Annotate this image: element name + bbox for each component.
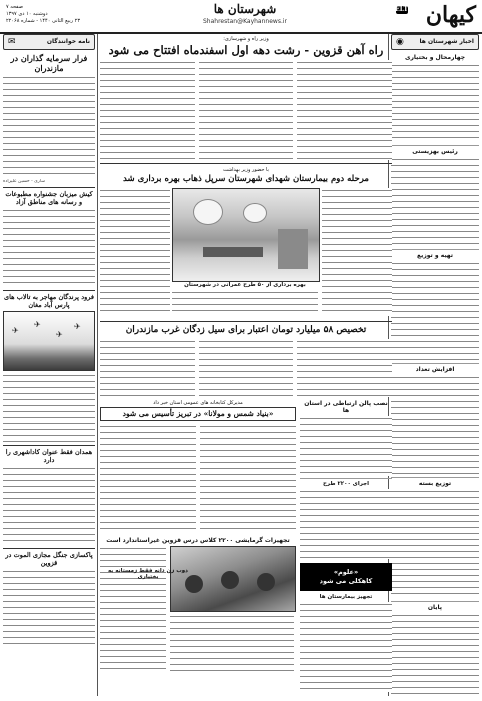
left-column bbox=[3, 34, 95, 697]
lead-headline: راه آهن قزوین - رشت دهه اول اسفندماه افتتاح می شود bbox=[108, 43, 384, 57]
left-text-3 bbox=[3, 373, 95, 443]
surgical-lamp-icon bbox=[193, 199, 223, 225]
mid-right-text-2 bbox=[300, 489, 392, 559]
lead-text-col-1 bbox=[100, 60, 195, 160]
left-headline-2: کیش میزبان جشنواره مطبوعات و رسانه های مناطق آزاد bbox=[5, 190, 93, 206]
right-text-6 bbox=[391, 613, 479, 697]
lead-text-col-3 bbox=[297, 60, 392, 160]
column-divider-left bbox=[97, 34, 98, 696]
left-headline-4: همدان فقط عنوان کاداشهری را دارد bbox=[5, 448, 93, 464]
birds-photo bbox=[3, 311, 95, 371]
tabriz-text-col-2 bbox=[200, 424, 296, 534]
meta-date: دوشنبه ۱۰ دی ۱۳۹۷ bbox=[6, 11, 48, 17]
letter-icon: ✉ bbox=[8, 37, 16, 47]
right-subhead-6: پایان bbox=[427, 604, 443, 611]
bird-icon: ✈ bbox=[74, 322, 81, 331]
right-column-header bbox=[391, 34, 479, 50]
mid-right-headline-1: نصب پالن ارتباطی در استان ها bbox=[304, 400, 388, 414]
right-subhead-2: رئیس بهزیستی bbox=[412, 148, 458, 155]
school-text-left bbox=[100, 546, 166, 674]
tabriz-text-col-1 bbox=[100, 424, 196, 534]
bird-icon: ✈ bbox=[12, 326, 19, 335]
school-headline: تجهیزات گرمایشی ۲۲۰۰ کلاس درس قزوین غیراستاندارد است bbox=[106, 537, 290, 544]
small-story-headline: بهره برداری از ۵۰ طرح عمرانی در شهرستان bbox=[184, 282, 306, 288]
site-address: Shahrestan@Kayhannews.ir bbox=[203, 18, 287, 25]
lead-kicker: وزیر راه و شهرسازی: bbox=[223, 36, 269, 42]
alamo-line-1: «علوم» bbox=[333, 568, 359, 576]
globe-icon: ◉ bbox=[396, 37, 404, 47]
left-headline-3: فرود پرندگان مهاجر به تالاب های پارس آباد مغان bbox=[4, 293, 94, 309]
left-byline: ساری - حسین علیزاده bbox=[3, 179, 45, 184]
page-title: شهرستان ها bbox=[213, 2, 277, 16]
lead-text-col-2 bbox=[199, 60, 294, 160]
hospital-kicker: با حضور وزیر بهداشت bbox=[223, 167, 269, 173]
right-subhead-5: توزیع بسته bbox=[418, 480, 452, 487]
operating-table-icon bbox=[203, 247, 263, 257]
tabriz-kicker: مدیرکل کتابخانه های عمومی استان خبر داد bbox=[153, 400, 243, 406]
left-column-header bbox=[3, 34, 95, 50]
surgical-lamp-icon bbox=[243, 203, 267, 223]
right-text-3 bbox=[391, 261, 479, 361]
logo-text: کیهان bbox=[425, 2, 476, 28]
hospital-photo bbox=[172, 188, 320, 282]
hospital-text-right bbox=[322, 188, 392, 316]
right-text-1 bbox=[391, 63, 479, 143]
small-story-text bbox=[172, 290, 318, 312]
student-icon bbox=[221, 571, 239, 589]
logo-badge: ELT bbox=[395, 6, 408, 13]
right-column bbox=[391, 34, 479, 697]
student-icon bbox=[257, 573, 275, 591]
newspaper-logo bbox=[395, 2, 476, 28]
right-text-4 bbox=[391, 375, 479, 475]
hospital-headline: مرحله دوم بیمارستان شهدای شهرستان سرپل ذهاب بهره برداری شد bbox=[123, 174, 369, 184]
bird-icon: ✈ bbox=[34, 320, 41, 329]
right-subhead-3: تهیه و توزیع bbox=[416, 252, 454, 259]
flood-headline: تخصیص ۵۸ میلیارد تومان اعتبار برای سیل زدگان غرب مازندران bbox=[125, 325, 367, 335]
left-headline-5: پاکسازی جنگل مجازی الموت در قزوین bbox=[5, 551, 93, 567]
mid-right-text-1 bbox=[300, 416, 392, 476]
left-headline-1: فرار سرمایه گذاران در مازندران bbox=[10, 53, 88, 73]
box-title: اخبار شهرستان ها bbox=[419, 38, 474, 45]
mid-right-headline-3: تجهیز بیمارستان ها bbox=[319, 594, 373, 600]
flood-text-col-1 bbox=[100, 339, 195, 397]
mid-right-headline-2: اجرای ۲۲۰۰ طرح bbox=[322, 481, 370, 487]
alamo-box bbox=[300, 563, 392, 591]
left-text-2 bbox=[3, 208, 95, 288]
left-text-5 bbox=[3, 569, 95, 649]
mid-right-text-3 bbox=[300, 602, 392, 692]
box-title-left: نامه خوانندگان bbox=[46, 38, 90, 45]
bird-icon: ✈ bbox=[56, 330, 63, 339]
tabriz-headline: «بنیاد شمس و مولانا» در تبریز تأسیس می شود bbox=[100, 407, 296, 421]
meta-issue: ۲۳ ربیع الثانی ۱۴۴۰ - شماره ۲۲۰۶۸ bbox=[6, 18, 81, 24]
school-text-bottom bbox=[170, 614, 294, 674]
issue-meta bbox=[6, 4, 106, 25]
bottom-story-headline: ذوب زن دانه فقط زمستانه به بختیاری bbox=[107, 568, 189, 580]
alamo-line-2: کاهکلی می شود bbox=[319, 577, 373, 585]
meta-page: صفحه ۷ bbox=[6, 4, 23, 10]
main-column bbox=[100, 34, 392, 697]
hospital-text-left bbox=[100, 188, 170, 316]
flood-text-col-2 bbox=[199, 339, 294, 397]
equipment-icon bbox=[278, 229, 308, 269]
right-text-5 bbox=[391, 489, 479, 599]
right-subhead-4: افزایش تعداد bbox=[415, 366, 455, 373]
flood-text-col-3 bbox=[297, 339, 392, 397]
right-subhead-1: چهارمحال و بختیاری bbox=[404, 54, 466, 61]
left-text-4 bbox=[3, 466, 95, 546]
left-text-1 bbox=[3, 75, 95, 179]
right-text-2 bbox=[391, 157, 479, 247]
